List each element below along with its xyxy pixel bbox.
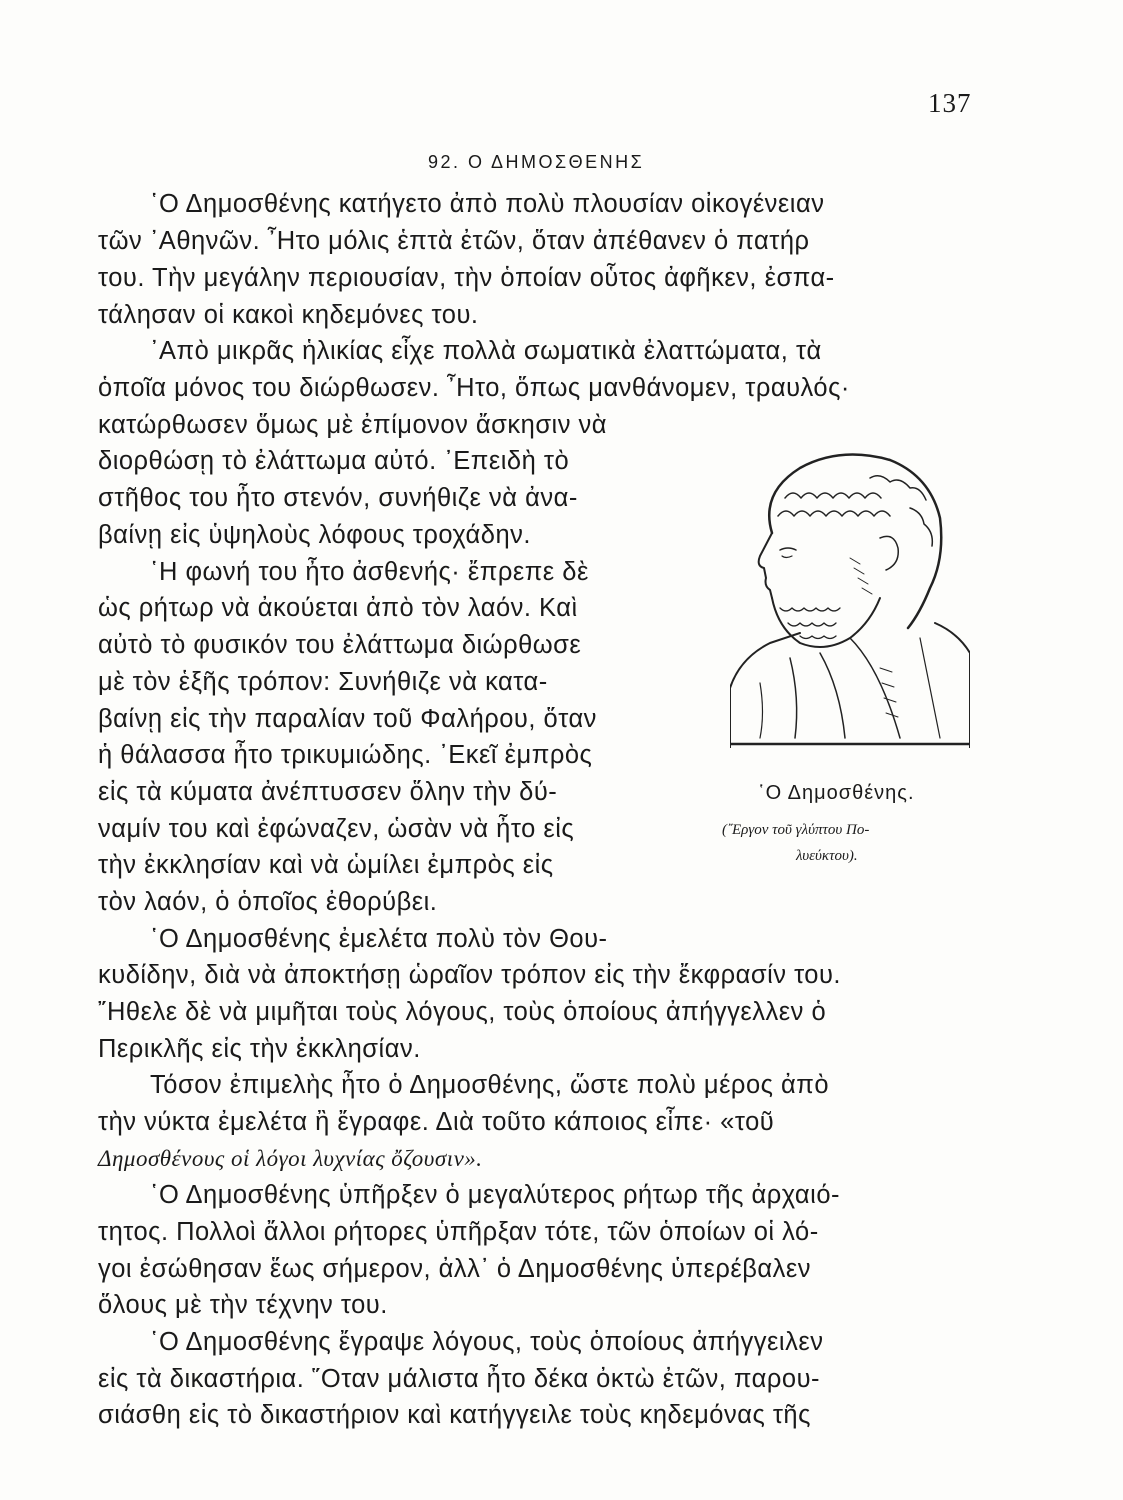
demosthenes-bust-illustration [730, 438, 970, 748]
text-line: ῎Ηθελε δὲ νὰ μιμῆται τοὺς λόγους, τοὺς ὁποίους ἀπήγγελλεν ὁ [98, 998, 827, 1026]
text-line: ῾Ο Δημοσθένης ἔγραψε λόγους, τοὺς ὁποίους ἀπήγγειλεν [150, 1328, 824, 1356]
text-line: ναμίν του καὶ ἐφώναζεν, ὡσὰν νὰ ἦτο εἰς [98, 815, 575, 843]
text-line: τητος. Πολλοὶ ἄλλοι ρήτορες ὑπῆρξαν τότε, τῶν ὁποίων οἱ λό- [98, 1218, 819, 1246]
text-line: τὴν νύκτα ἐμελέτα ἢ ἔγραφε. Διὰ τοῦτο κάποιος εἶπε· «τοῦ [98, 1108, 775, 1136]
page-number: 137 [928, 88, 972, 118]
text-line: Τόσον ἐπιμελὴς ἦτο ὁ Δημοσθένης, ὥστε πολὺ μέρος ἀπὸ [150, 1071, 830, 1099]
text-line: ῾Ο Δημοσθένης ὑπῆρξεν ὁ μεγαλύτερος ρήτωρ τῆς ἀρχαιό- [150, 1181, 840, 1209]
figure-credit-line-1: (῎Εργον τοῦ γλύπτου Πο- [722, 822, 870, 838]
figure-credit-line-2: λυεύκτου). [796, 848, 858, 864]
text-line: τάλησαν οἱ κακοὶ κηδεμόνες του. [98, 301, 479, 329]
text-line: τῶν ᾿Αθηνῶν. ῏Ητο μόλις ἑπτὰ ἐτῶν, ὅταν ἀπέθανεν ὁ πατήρ [98, 227, 810, 255]
text-line: ῾Η φωνή του ἦτο ἀσθενής· ἔπρεπε δὲ [150, 558, 589, 586]
text-line: του. Τὴν μεγάλην περιουσίαν, τὴν ὁποίαν οὗτος ἀφῆκεν, ἐσπα- [98, 264, 835, 292]
text-line: εἰς τὰ κύματα ἀνέπτυσσεν ὅλην τὴν δύ- [98, 778, 558, 806]
text-line: ὅλους μὲ τὴν τέχνην του. [98, 1291, 388, 1319]
text-line: τὴν ἐκκλησίαν καὶ νὰ ὡμίλει ἐμπρὸς εἰς [98, 851, 554, 879]
text-line: σιάσθη εἰς τὸ δικαστήριον καὶ κατήγγειλε τοὺς κηδεμόνας τῆς [98, 1401, 811, 1429]
text-line: κατώρθωσεν ὅμως μὲ ἐπίμονον ἄσκησιν νὰ [98, 411, 608, 439]
text-line: ἡ θάλασσα ἦτο τρικυμιώδης. ᾿Εκεῖ ἐμπρὸς [98, 741, 593, 769]
text-line: διορθώσῃ τὸ ἐλάττωμα αὐτό. ᾿Επειδὴ τὸ [98, 447, 570, 475]
text-line: ὡς ρήτωρ νὰ ἀκούεται ἀπὸ τὸν λαόν. Καὶ [98, 594, 578, 622]
text-line: στῆθος του ἦτο στενόν, συνήθιζε νὰ ἀνα- [98, 484, 578, 512]
text-line: τὸν λαόν, ὁ ὁποῖος ἐθορύβει. [98, 888, 438, 916]
text-line: γοι ἐσώθησαν ἕως σήμερον, ἀλλ᾿ ὁ Δημοσθένης ὑπερέβαλεν [98, 1255, 812, 1283]
text-line: μὲ τὸν ἑξῆς τρόπον: Συνήθιζε νὰ κατα- [98, 668, 548, 696]
text-line: βαίνῃ εἰς τὴν παραλίαν τοῦ Φαλήρου, ὅταν [98, 705, 597, 733]
text-line: Δημοσθένους οἱ λόγοι λυχνίας ὄζουσιν». [98, 1146, 483, 1171]
chapter-title: 92. Ο ΔΗΜΟΣΘΕΝΗΣ [428, 152, 645, 172]
text-line: αὐτὸ τὸ φυσικόν του ἐλάττωμα διώρθωσε [98, 631, 582, 659]
text-line: ῾Ο Δημοσθένης κατήγετο ἀπὸ πολὺ πλουσίαν οἰκογένειαν [150, 190, 825, 218]
text-line: βαίνῃ εἰς ὑψηλοὺς λόφους τροχάδην. [98, 521, 531, 549]
text-line: κυδίδην, διὰ νὰ ἀποκτήσῃ ὡραῖον τρόπον εἰς τὴν ἔκφρασίν του. [98, 961, 842, 989]
text-line: εἰς τὰ δικαστήρια. ῞Οταν μάλιστα ἦτο δέκα ὀκτὼ ἐτῶν, παρου- [98, 1365, 821, 1393]
text-line: Περικλῆς εἰς τὴν ἐκκλησίαν. [98, 1035, 421, 1063]
figure-caption: ῾Ο Δημοσθένης. [758, 782, 915, 804]
text-line: ὁποῖα μόνος του διώρθωσεν. ῏Ητο, ὅπως μανθάνομεν, τραυλός· [98, 374, 850, 402]
text-line: ᾿Απὸ μικρᾶς ἡλικίας εἶχε πολλὰ σωματικὰ ἐλαττώματα, τὰ [150, 337, 822, 365]
text-line: ῾Ο Δημοσθένης ἐμελέτα πολὺ τὸν Θου- [150, 925, 608, 953]
